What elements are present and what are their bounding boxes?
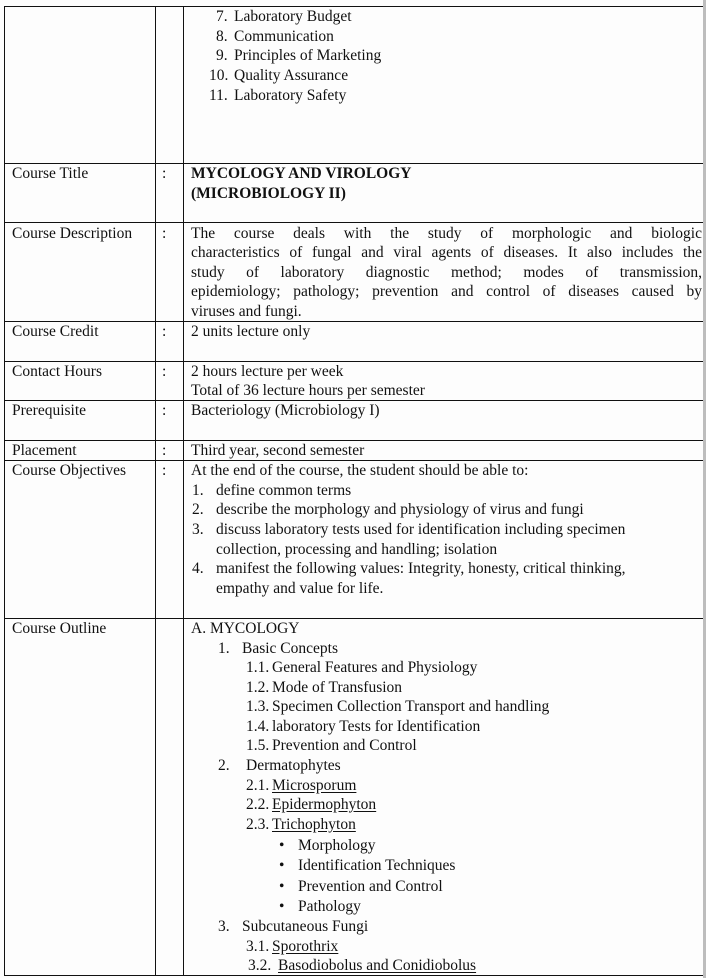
separator: : <box>162 363 167 380</box>
description-line: The course deals with the study of morphologic and biologic <box>191 225 702 242</box>
separator: : <box>162 442 167 459</box>
outline-topic: Subcutaneous Fungi <box>242 918 369 935</box>
outline-bullet: Identification Techniques <box>298 857 456 874</box>
objective-item: manifest the following values: Integrity, honesty, critical thinking, <box>216 560 626 577</box>
course-title-line1: MYCOLOGY AND VIROLOGY <box>191 165 412 182</box>
course-outline-label: Course Outline <box>12 620 107 637</box>
outline-bullet: Pathology <box>298 898 361 915</box>
objectives-intro: At the end of the course, the student should be able to: <box>191 462 529 479</box>
column-divider <box>155 6 156 976</box>
row-border <box>4 361 703 362</box>
course-title-line2: (MICROBIOLOGY II) <box>191 185 346 202</box>
table-left-border <box>4 6 5 976</box>
table-top-border <box>4 6 703 7</box>
outline-subtopic: Mode of Transfusion <box>272 679 403 696</box>
outline-section: A. MYCOLOGY <box>191 620 300 637</box>
course-credit-value: 2 units lecture only <box>191 323 311 340</box>
outline-topic: Dermatophytes <box>246 757 341 774</box>
objective-item: discuss laboratory tests used for identification including specimen <box>216 521 626 538</box>
prerequisite-value: Bacteriology (Microbiology I) <box>191 402 380 419</box>
separator: : <box>162 402 167 419</box>
outline-subtopic: laboratory Tests for Identification <box>272 718 481 735</box>
placement-value: Third year, second semester <box>191 442 365 459</box>
course-credit-label: Course Credit <box>12 323 99 340</box>
placement-label: Placement <box>12 442 77 459</box>
separator: : <box>162 323 167 340</box>
course-title-label: Course Title <box>12 165 89 182</box>
prerequisite-label: Prerequisite <box>12 402 87 419</box>
row-border <box>4 222 703 223</box>
bullet-icon: • <box>279 878 285 895</box>
bullet-icon: • <box>279 837 285 854</box>
contact-hours-label: Contact Hours <box>12 363 102 380</box>
description-line: viruses and fungi. <box>191 303 302 320</box>
outline-bullet: Prevention and Control <box>298 878 443 895</box>
outline-subtopic: Sporothrix <box>272 938 339 955</box>
objective-item: define common terms <box>216 482 352 499</box>
outline-subtopic: Trichophyton <box>272 816 356 833</box>
separator: : <box>162 462 167 479</box>
course-description-label: Course Description <box>12 225 133 242</box>
outline-topic: Basic Concepts <box>242 640 338 657</box>
contact-hours-line2: Total of 36 lecture hours per semester <box>191 382 425 399</box>
outline-subtopic: Epidermophyton <box>272 796 377 813</box>
outline-subtopic: General Features and Physiology <box>272 659 478 676</box>
description-line: characteristics of fungal and viral agents of diseases. It also includes the <box>191 244 702 261</box>
column-divider <box>183 6 184 976</box>
outline-subtopic: Microsporum <box>272 777 357 794</box>
row-border <box>4 618 703 619</box>
outline-subtopic: Prevention and Control <box>272 737 417 754</box>
description-line: epidemiology; pathology; prevention and control of diseases caused by <box>191 283 702 300</box>
outline-subtopic: Specimen Collection Transport and handling <box>272 698 550 715</box>
bullet-icon: • <box>279 857 285 874</box>
course-objectives-label: Course Objectives <box>12 462 127 479</box>
separator: : <box>162 225 167 242</box>
separator: : <box>162 165 167 182</box>
description-line: study of laboratory diagnostic method; modes of transmission, <box>191 264 702 281</box>
outline-bullet: Morphology <box>298 837 376 854</box>
syllabus-page: 7. Laboratory Budget 8. Communication 9. Principles of Marketing 10. Quality Assurance 11. Laboratory Safety Course Title : MYCOLOGY AND VIROLOGY (MICROBIOLOGY II) Course Description : The course deals with the study of morphologic and biologic characteristics of fungal and viral agents of diseases. It also includes the study of laboratory diagnostic method; modes of transmission, epidemiology; pathology; prevention and control of diseases caused by viruses and fungi. Course Credit : 2 units lecture only Contact Hours : 2 hours lecture per week Total of 36 lecture hours per semester Prerequisite : Bacteriology (Microbiology I) Placement : Third year, second semester Course Objectives : At the end of the course, the student should be able to: 1. define common terms 2. describe the morphology and physiology of virus and fungi 3. discuss laboratory tests used for identification including specimen collection, processing and handling; isolation 4. manifest the following values: Integrity, honesty, critical thinking, empathy and value for life. Course Outline A. MYCOLOGY 1. Basic Concepts 1.1. General Features and Physiology 1.2. Mode of Transfusion 1.3. Specimen Collection Transport and handling 1.4. laboratory Tests for Identification 1.5. Prevention and Control 2. Dermatophytes 2.1. Microsporum 2.2. Epidermophyton 2.3. Trichophyton • Morphology • Identification Techniques • Prevention and Control • Pathology 3. Subcutaneous Fungi 3.1. Sporothrix 3.2. Basodiobolus and Conidiobolus <box>0 0 706 978</box>
outline-subtopic: Basodiobolus and Conidiobolus <box>278 957 477 974</box>
bullet-icon: • <box>279 898 285 915</box>
objective-item: describe the morphology and physiology of virus and fungi <box>216 501 584 518</box>
contact-hours-line1: 2 hours lecture per week <box>191 363 344 380</box>
